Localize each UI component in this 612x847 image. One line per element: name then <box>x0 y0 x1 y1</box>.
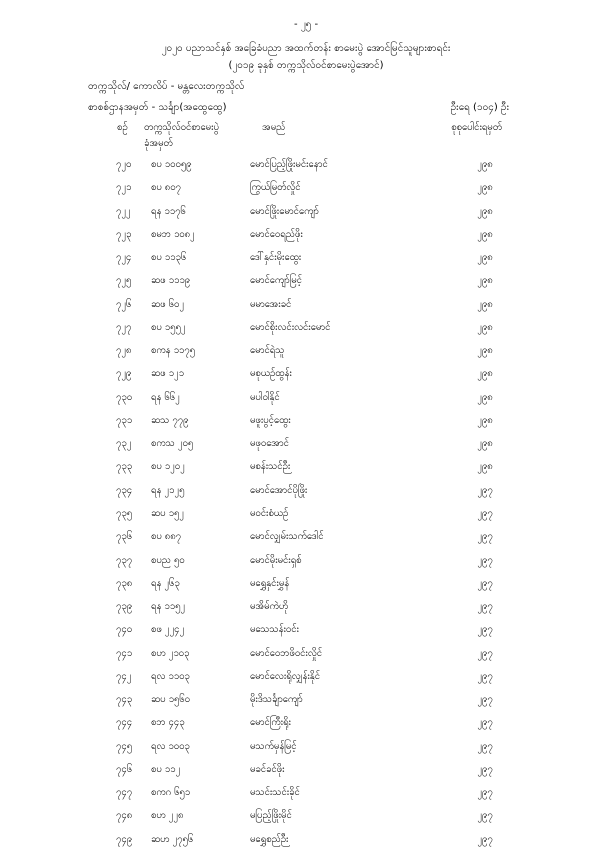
total-marks-cell: ၂၉၈ <box>477 228 493 240</box>
table-row <box>0 754 612 777</box>
total-marks-cell: ၂၉၈ <box>477 414 493 426</box>
total-marks-cell: ၂၉၈ <box>477 298 493 310</box>
table-row <box>0 382 612 405</box>
document-subtitle: (၂၀၁၉ ခုနှစ် တက္ကသိုလ်ဝင်စာမေးပွဲအောင်) <box>228 60 384 71</box>
student-name-cell: မစန်းသင်ဉီး <box>250 461 291 473</box>
serial-no-cell: ၇၃၈ <box>116 577 133 589</box>
serial-no-cell: ၇၂၃ <box>116 228 132 240</box>
roll-number-cell: ရလ ၁၀၀၃ <box>151 740 190 752</box>
roll-number-cell: ရလ ၁၁၀၃ <box>151 670 190 682</box>
student-name-cell: မောင်ရဲသူ <box>250 345 285 357</box>
student-name-cell: မောင်ကျော်မြင့် <box>250 275 302 287</box>
table-row <box>0 824 612 847</box>
table-row <box>0 149 612 172</box>
table-row <box>0 661 612 684</box>
document-title: ၂၀၂၀ ပညာသင်နှစ် အခြေခံပညာ အထက်တန်း စာမေးပွဲ အောင်မြင်သူများစာရင်း <box>161 43 451 54</box>
total-marks-cell: ၂၉၇ <box>477 531 493 543</box>
total-marks-cell: ၂၉၈ <box>477 345 493 357</box>
roll-number-cell: စဖ ၂၂၄၂ <box>151 624 185 636</box>
student-name-cell: မပါဝါနိုင် <box>250 391 280 403</box>
table-row <box>0 312 612 335</box>
serial-no-cell: ၇၃၇ <box>116 554 133 566</box>
total-marks-cell: ၂၉၈ <box>477 461 493 473</box>
total-marks-cell: ၂၉၈ <box>477 252 493 264</box>
header-roll-number: တက္ကသိုလ်ဝင်စာမေးပွဲ <box>144 122 219 133</box>
serial-no-cell: ၇၄၁ <box>116 647 133 659</box>
serial-no-cell: ၇၄၅ <box>116 740 133 752</box>
table-row <box>0 405 612 428</box>
serial-no-cell: ၇၂၇ <box>116 321 132 333</box>
roll-number-cell: စကသ ၂၀၅ <box>151 438 194 450</box>
total-marks-cell: ၂၉၇ <box>477 763 493 775</box>
table-row <box>0 545 612 568</box>
total-marks-cell: ၂၉၇ <box>477 833 493 845</box>
roll-number-cell: ဆဖ ၁၁၁၉ <box>151 275 191 287</box>
total-marks-cell: ၂၉၇ <box>477 694 493 706</box>
roll-number-cell: ဆဖ ၆၀၂ <box>151 298 184 310</box>
header-total-marks: စုစုပေါင်းရမှတ် <box>451 122 502 133</box>
roll-number-cell: ဆဖ ၁၂၁ <box>151 368 184 380</box>
roll-number-cell: ရန ၆၆၂ <box>151 391 180 403</box>
header-serial-no: စဉ် <box>117 122 128 133</box>
roll-number-cell: ဆဟ ၂၇၅၆ <box>151 833 194 845</box>
serial-no-cell: ၇၂၅ <box>116 275 132 287</box>
roll-number-cell: စပ ၁၁၃၆ <box>151 252 187 264</box>
roll-number-cell: စကဂ ၆၅၁ <box>151 787 191 799</box>
student-name-cell: မောင်ဖြိုးမောင်ကျော် <box>250 205 319 217</box>
serial-no-cell: ၇၂၉ <box>116 368 132 380</box>
header-name: အမည် <box>262 122 286 133</box>
table-row <box>0 800 612 823</box>
serial-no-cell: ၇၃၀ <box>116 391 133 403</box>
student-name-cell: မစုယဉ်ထွန်း <box>250 368 292 380</box>
roll-number-cell: စပ ၈၈၇ <box>151 531 181 543</box>
total-marks-cell: ၂၉၈ <box>477 182 493 194</box>
serial-no-cell: ၇၃၆ <box>116 531 133 543</box>
roll-number-cell: စဘ ၄၄၃ <box>151 717 185 729</box>
page-number: - ၂၅ - <box>293 19 319 30</box>
exam-centre-label: စာစစ်ဌာနအမှတ် - သင်္ချာ(အထွေထွေ) <box>88 102 227 113</box>
total-marks-cell: ၂၉၈ <box>477 159 493 170</box>
total-marks-cell: ၂၉၇ <box>477 554 493 566</box>
serial-no-cell: ၇၃၁ <box>116 414 133 426</box>
serial-no-cell: ၇၂၆ <box>116 298 132 310</box>
table-row <box>0 265 612 288</box>
student-name-cell: ကြွယ်မြတ်လှိုင် <box>250 182 301 194</box>
total-marks-cell: ၂၉၇ <box>477 624 493 636</box>
total-marks-cell: ၂၉၈ <box>477 391 493 403</box>
student-name-cell: မောင်ပြည့်ဖြိုးမင်းနောင် <box>250 159 328 170</box>
serial-no-cell: ၇၄၈ <box>116 810 133 822</box>
student-name-cell: မိုးဒိသင်္ချာကျော် <box>250 694 303 706</box>
roll-number-cell: စပ ၁၂၀၂ <box>151 461 185 473</box>
table-row <box>0 614 612 637</box>
serial-no-cell: ၇၂၀ <box>116 159 132 170</box>
student-name-cell: မဖုဝအောင် <box>250 438 289 450</box>
roll-number-cell: ဆပ ၁၅၆၀ <box>151 694 190 706</box>
table-row <box>0 707 612 730</box>
header-roll-number-line2: ခုံအမှတ် <box>144 138 173 149</box>
student-name-cell: မရွှေနှင်းမွှန် <box>250 577 290 589</box>
roll-number-cell: စဟ ၂၁၀၃ <box>151 647 190 659</box>
serial-no-cell: ၇၄၇ <box>116 787 133 799</box>
serial-no-cell: ၇၂၄ <box>116 252 132 264</box>
table-row <box>0 568 612 591</box>
table-row <box>0 591 612 614</box>
table-row <box>0 242 612 265</box>
roll-number-cell: စကန ၁၁၇၅ <box>151 345 195 357</box>
total-marks-cell: ၂၉၇ <box>477 507 493 519</box>
table-row <box>0 196 612 219</box>
total-count-label: ဦးရေ (၁၀၄) ဦး <box>450 102 509 113</box>
student-name-cell: မသက်မှန်မြင့် <box>250 740 297 752</box>
table-row <box>0 475 612 498</box>
student-name-cell: မပြည့်ဖြိုးမိုင် <box>250 810 292 822</box>
serial-no-cell: ၇၃၄ <box>116 484 133 496</box>
student-name-cell: မခင်ခင်ဖိုး <box>250 763 285 775</box>
student-name-cell: မောင်လျှမ်းသက်ဒေါင် <box>250 531 324 543</box>
serial-no-cell: ၇၂၈ <box>116 345 132 357</box>
table-row <box>0 498 612 521</box>
roll-number-cell: စမဘ ၁၀၈၂ <box>151 228 195 240</box>
roll-number-cell: ရန ၁၁၇၆ <box>151 205 186 217</box>
table-row <box>0 731 612 754</box>
serial-no-cell: ၇၃၅ <box>116 507 133 519</box>
roll-number-cell: စပ ၈၀၇ <box>151 182 181 194</box>
table-row <box>0 335 612 358</box>
serial-no-cell: ၇၃၉ <box>116 601 133 613</box>
total-marks-cell: ၂၉၇ <box>477 717 493 729</box>
serial-no-cell: ၇၄၄ <box>116 717 133 729</box>
serial-no-cell: ၇၂၁ <box>116 182 132 194</box>
serial-no-cell: ၇၄၆ <box>116 763 133 775</box>
student-name-cell: မောင်အောင်ပိုဖြိုး <box>250 484 308 496</box>
table-row <box>0 219 612 242</box>
serial-no-cell: ၇၄၉ <box>116 833 133 845</box>
total-marks-cell: ၂၉၇ <box>477 577 493 589</box>
student-name-cell: မမာအေးခင် <box>250 298 292 310</box>
total-marks-cell: ၂၉၇ <box>477 670 493 682</box>
table-row <box>0 521 612 544</box>
table-row <box>0 684 612 707</box>
serial-no-cell: ၇၃၂ <box>116 438 132 450</box>
student-name-cell: မသေသန်းဝင်း <box>250 624 299 636</box>
student-name-cell: မောင်လေးရိုလျှန်းနိုင် <box>250 670 320 682</box>
student-name-cell: မောင်ဝေဘဖိဝင်းလှိုင် <box>250 647 323 659</box>
serial-no-cell: ၇၃၃ <box>116 461 133 473</box>
total-marks-cell: ၂၉၈ <box>477 275 493 287</box>
roll-number-cell: ဆပ ၁၅၂ <box>151 507 184 519</box>
student-name-cell: မောင်ကြီးရိုး <box>250 717 291 729</box>
student-name-cell: မဝင်းစံယဉ် <box>250 507 289 519</box>
student-name-cell: မောင်စိုးလင်းလင်းမောင် <box>250 321 331 333</box>
serial-no-cell: ၇၂၂ <box>116 205 131 217</box>
total-marks-cell: ၂၉၈ <box>477 205 493 217</box>
roll-number-cell: စပ ၁၀၀၅၉ <box>151 159 192 170</box>
student-name-cell: မအိမ်ကဲဟို <box>250 601 289 613</box>
roll-number-cell: ရန ၁၁၅၂ <box>151 601 186 613</box>
student-name-cell: မောင်မိုးမင်းရှစ် <box>250 554 302 566</box>
total-marks-cell: ၂၉၇ <box>477 810 493 822</box>
roll-number-cell: ဆသ ၇၇၉ <box>151 414 189 426</box>
table-row <box>0 172 612 195</box>
table-row <box>0 428 612 451</box>
serial-no-cell: ၇၄၃ <box>116 694 133 706</box>
student-name-cell: မရွှေစည်ဉီး <box>250 833 289 845</box>
table-row <box>0 289 612 312</box>
student-name-cell: မသင်းသင်းခိုင် <box>250 787 300 799</box>
roll-number-cell: စပ ၁၁၂ <box>151 763 181 775</box>
roll-number-cell: စပ ၁၅၅၂ <box>151 321 186 333</box>
total-marks-cell: ၂၉၇ <box>477 647 493 659</box>
student-name-cell: ဒေါ်နှင်းမိုးထွေး <box>250 252 302 264</box>
table-row <box>0 451 612 474</box>
total-marks-cell: ၂၉၈ <box>477 368 493 380</box>
total-marks-cell: ၂၉၈ <box>477 321 493 333</box>
roll-number-cell: ရန ၂၁၂၅ <box>151 484 185 496</box>
total-marks-cell: ၂၉၇ <box>477 787 493 799</box>
university-label: တက္ကသိုလ်/ ကောလိပ် - မန္တလေးတက္ကသိုလ် <box>88 81 245 92</box>
table-row <box>0 358 612 381</box>
table-row <box>0 638 612 661</box>
roll-number-cell: စဟ ၂၂၈ <box>151 810 184 822</box>
roll-number-cell: စပည ၅၀ <box>151 554 185 566</box>
student-name-cell: မဖူးပွင့်ထွေး <box>250 414 291 426</box>
student-name-cell: မောင်ဝေရည်ဖိုး <box>250 228 303 240</box>
total-marks-cell: ၂၉၇ <box>477 601 493 613</box>
total-marks-cell: ၂၉၈ <box>477 438 493 450</box>
table-row <box>0 777 612 800</box>
results-list <box>0 149 612 847</box>
total-marks-cell: ၂၉၇ <box>477 740 493 752</box>
serial-no-cell: ၇၄၂ <box>116 670 132 682</box>
serial-no-cell: ၇၄၀ <box>116 624 133 636</box>
total-marks-cell: ၂၉၇ <box>477 484 493 496</box>
roll-number-cell: ရန ၂၆၃ <box>151 577 180 589</box>
